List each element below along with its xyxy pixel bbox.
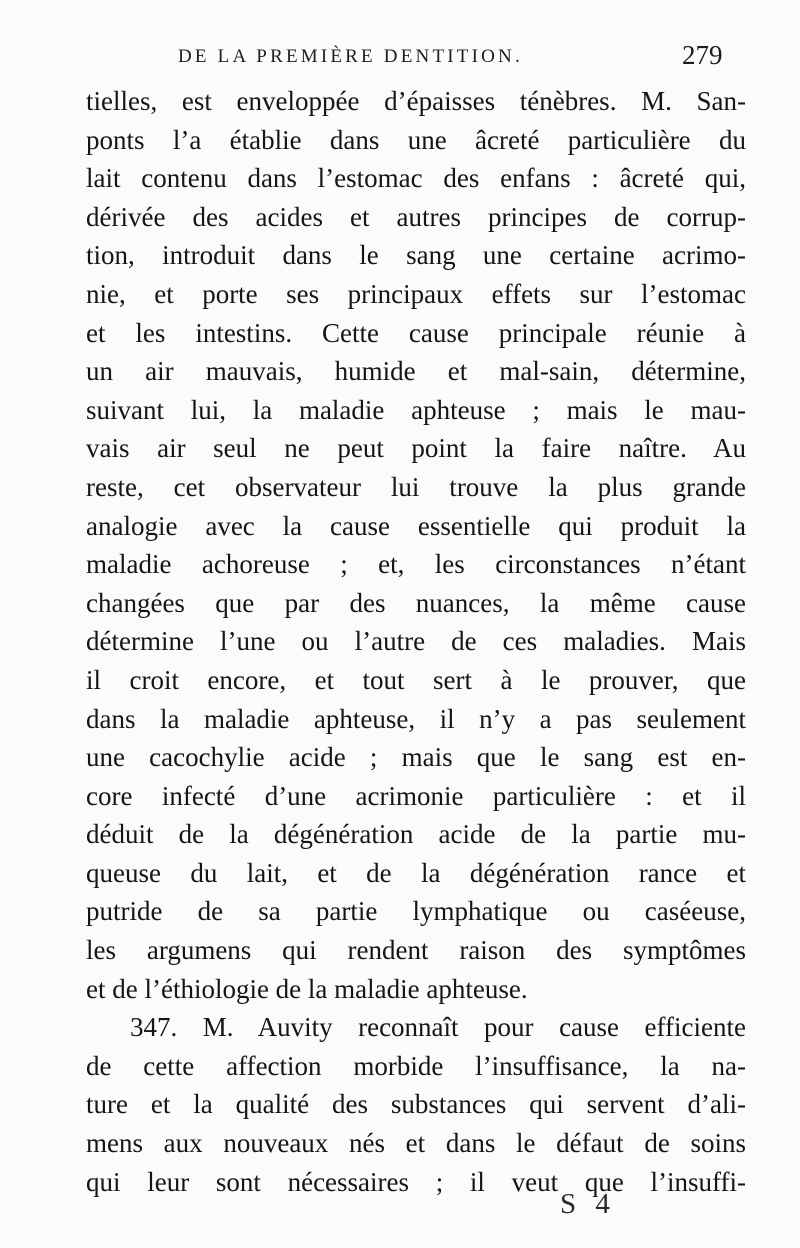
text-line: détermine l’une ou l’autre de ces maladies. Mais xyxy=(86,626,746,657)
text-line: core infecté d’une acrimonie particulière : et il xyxy=(86,780,746,811)
text-line: vais air seul ne peut point la faire naître. Au xyxy=(86,433,746,464)
text-line: tielles, est enveloppée d’épaisses ténèbres. M. San- xyxy=(86,86,746,116)
text-line: les argumens qui rendent raison des symptômes xyxy=(86,935,746,966)
text-line: déduit de la dégénération acide de la partie mu- xyxy=(86,819,746,850)
paragraph-end-line: et de l’éthiologie de la maladie aphteuse. xyxy=(86,973,528,1004)
text-line: une cacochylie acide ; mais que le sang est en- xyxy=(86,742,746,773)
page-header xyxy=(178,40,798,80)
text-line: ponts l’a établie dans une âcreté particulière du xyxy=(86,124,746,155)
text-line: analogie avec la cause essentielle qui produit la xyxy=(86,510,746,541)
text-line: nie, et porte ses principaux effets sur l’estomac xyxy=(86,278,746,309)
paragraph-start-line: 347. M. Auvity reconnaît pour cause efficiente xyxy=(130,1012,746,1043)
text-line: qui leur sont nécessaires ; il veut que l’insuffi- xyxy=(86,1166,746,1197)
text-line: dérivée des acides et autres principes de corrup- xyxy=(86,201,746,232)
text-line: de cette affection morbide l’insuffisance, la na- xyxy=(86,1050,746,1081)
page-number: 279 xyxy=(682,40,723,70)
text-line: ture et la qualité des substances qui servent d’ali- xyxy=(86,1089,746,1120)
text-line: mens aux nouveaux nés et dans le défaut de soins xyxy=(86,1128,746,1159)
text-line: putride de sa partie lymphatique ou caséeuse, xyxy=(86,896,746,927)
text-line: maladie achoreuse ; et, les circonstances n’étant xyxy=(86,549,746,580)
running-head: DE LA PREMIÈRE DENTITION. xyxy=(178,46,523,67)
text-line: reste, cet observateur lui trouve la plus grande xyxy=(86,471,746,502)
text-line: tion, introduit dans le sang une certaine acrimo- xyxy=(86,240,746,271)
text-line: queuse du lait, et de la dégénération rance et xyxy=(86,857,746,888)
text-line: lait contenu dans l’estomac des enfans : âcreté qui, xyxy=(86,163,746,194)
text-line: et les intestins. Cette cause principale réunie à xyxy=(86,317,746,348)
signature-mark: S 4 xyxy=(560,1188,616,1220)
text-line: suivant lui, la maladie aphteuse ; mais le mau- xyxy=(86,394,746,425)
body-text xyxy=(86,82,746,1201)
text-line: un air mauvais, humide et mal-sain, détermine, xyxy=(86,356,746,387)
text-line: il croit encore, et tout sert à le prouver, que xyxy=(86,664,746,695)
text-line: dans la maladie aphteuse, il n’y a pas seulement xyxy=(86,703,746,734)
text-line: changées que par des nuances, la même cause xyxy=(86,587,746,618)
